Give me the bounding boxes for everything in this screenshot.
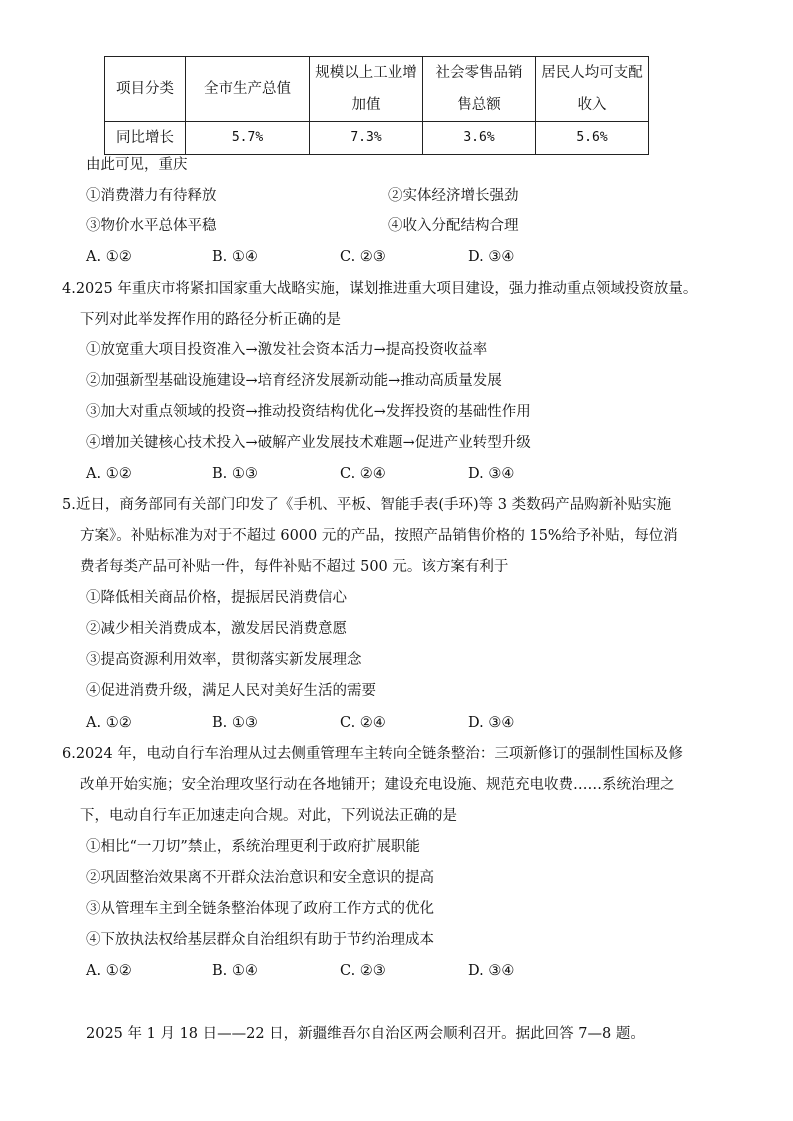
q4-choice-a: A. ①② — [86, 466, 132, 482]
table-row — [105, 122, 649, 155]
header-cell-category: 项目分类 — [105, 57, 186, 122]
statistics-table — [104, 56, 649, 155]
q3-option: ②实体经济增长强劲 — [388, 188, 519, 204]
q3-option: ①消费潜力有待释放 — [86, 188, 217, 204]
q4-stem-line1: 4.2025 年重庆市将紧扣国家重大战略实施，谋划推进重大项目建设，强力推动重点领域投资放量。 — [62, 281, 698, 297]
q5-choice-c: C. ②④ — [340, 715, 386, 731]
header-cell-industry: 规模以上工业增 加值 — [310, 57, 423, 122]
q5-option: ③提高资源利用效率，贯彻落实新发展理念 — [86, 652, 362, 668]
q6-stem-line1: 6.2024 年，电动自行车治理从过去侧重管理车主转向全链条整治：三项新修订的强制性国标及修 — [62, 746, 683, 762]
value-cell: 3.6% — [423, 122, 536, 155]
q6-choice-a: A. ①② — [86, 963, 132, 979]
q3-choice-c: C. ②③ — [340, 249, 386, 265]
q6-stem-line2: 改单开始实施；安全治理攻坚行动在各地铺开；建设充电设施、规范充电收费……系统治理之 — [80, 777, 675, 793]
q5-choice-b: B. ①③ — [212, 715, 258, 731]
q6-choice-d: D. ③④ — [468, 963, 515, 979]
q5-stem-line2: 方案》。补贴标准为对于不超过 6000 元的产品，按照产品销售价格的 15%给予补贴，每位消 — [80, 528, 678, 544]
table-header-row — [105, 57, 649, 122]
q4-option: ①放宽重大项目投资准入→激发社会资本活力→提高投资收益率 — [86, 342, 488, 358]
q3-option: ③物价水平总体平稳 — [86, 218, 217, 234]
q6-option: ①相比“一刀切”禁止，系统治理更利于政府扩展职能 — [86, 839, 420, 855]
value-cell: 7.3% — [310, 122, 423, 155]
q3-choice-b: B. ①④ — [212, 249, 258, 265]
q4-choice-b: B. ①③ — [212, 466, 258, 482]
value-cell: 5.7% — [186, 122, 310, 155]
q6-choice-c: C. ②③ — [340, 963, 386, 979]
q4-choice-d: D. ③④ — [468, 466, 515, 482]
q3-choice-a: A. ①② — [86, 249, 132, 265]
header-cell-income: 居民人均可支配 收入 — [536, 57, 649, 122]
q3-stem: 由此可见，重庆 — [86, 157, 188, 173]
q6-choice-b: B. ①④ — [212, 963, 258, 979]
header-cell-gdp: 全市生产总值 — [186, 57, 310, 122]
q5-option: ②减少相关消费成本，激发居民消费意愿 — [86, 621, 347, 637]
q4-option: ③加大对重点领域的投资→推动投资结构优化→发挥投资的基础性作用 — [86, 404, 531, 420]
q6-option: ②巩固整治效果离不开群众法治意识和安全意识的提高 — [86, 870, 434, 886]
q3-option: ④收入分配结构合理 — [388, 218, 519, 234]
q5-option: ①降低相关商品价格，提振居民消费信心 — [86, 590, 347, 606]
q6-stem-line3: 下，电动自行车正加速走向合规。对此，下列说法正确的是 — [80, 808, 457, 824]
intro-7-8: 2025 年 1 月 18 日——22 日，新疆维吾尔自治区两会顺利召开。据此回答 7—8 题。 — [86, 1026, 645, 1042]
header-cell-retail: 社会零售品销 售总额 — [423, 57, 536, 122]
q6-option: ③从管理车主到全链条整治体现了政府工作方式的优化 — [86, 901, 434, 917]
q5-stem-line3: 费者每类产品可补贴一件，每件补贴不超过 500 元。该方案有利于 — [80, 559, 509, 575]
q5-choice-a: A. ①② — [86, 715, 132, 731]
q6-option: ④下放执法权给基层群众自治组织有助于节约治理成本 — [86, 932, 434, 948]
q4-option: ④增加关键核心技术投入→破解产业发展技术难题→促进产业转型升级 — [86, 435, 531, 451]
q4-choice-c: C. ②④ — [340, 466, 386, 482]
q5-option: ④促进消费升级，满足人民对美好生活的需要 — [86, 683, 376, 699]
q4-option: ②加强新型基础设施建设→培育经济发展新动能→推动高质量发展 — [86, 373, 502, 389]
q3-choice-d: D. ③④ — [468, 249, 515, 265]
row-label-cell: 同比增长 — [105, 122, 186, 155]
q5-stem-line1: 5.近日，商务部同有关部门印发了《手机、平板、智能手表(手环)等 3 类数码产品购新补贴实施 — [62, 497, 672, 513]
value-cell: 5.6% — [536, 122, 649, 155]
q5-choice-d: D. ③④ — [468, 715, 515, 731]
q4-stem-line2: 下列对此举发挥作用的路径分析正确的是 — [80, 312, 341, 328]
